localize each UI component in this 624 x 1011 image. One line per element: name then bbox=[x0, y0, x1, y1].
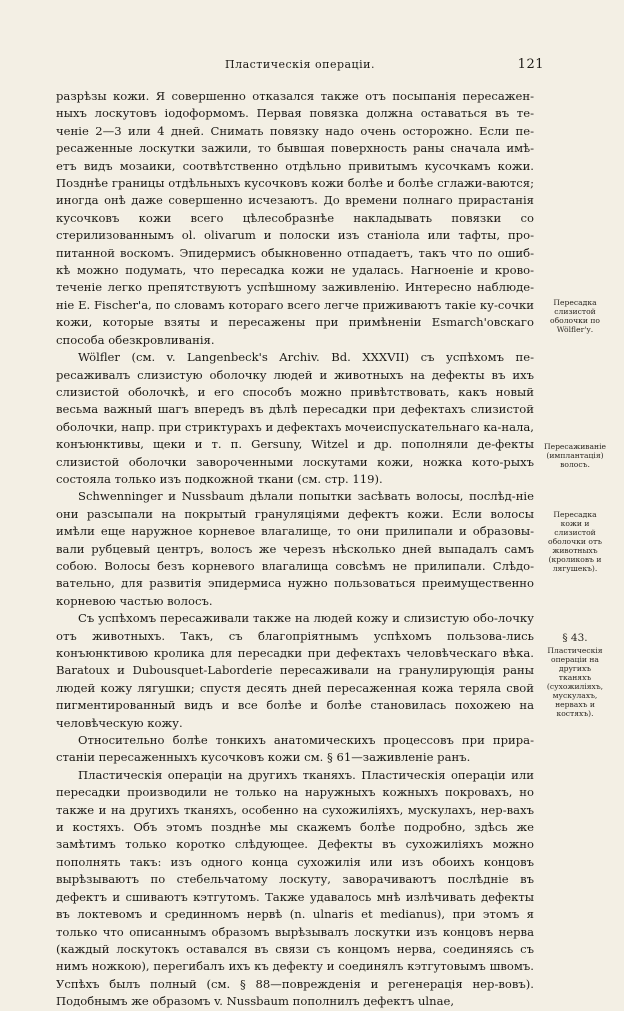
section-number: § 43. bbox=[562, 632, 588, 644]
margin-note-text: Пластическія операціи на другихъ тканяхъ (сухожиліяхъ, мускулахъ, нервахъ и костяхъ). bbox=[546, 646, 604, 718]
header-title: Пластическія операціи. bbox=[225, 58, 375, 71]
margin-note-text: Пересадка кожи и слизистой оболочки отъ животныхъ (кроликовъ и лягушекъ). bbox=[548, 510, 602, 573]
margin-note bbox=[542, 510, 608, 573]
paragraph: Schwenninger и Nussbaum дѣлали попытки засѣвать волосы, послѣд-ніе они разсыпали на покрытый грануляціями дефектъ кожи. Если волосы имѣли еще наружное корневое влагалище, то они прилипали и образовы-вали рубцевый центръ, волосъ же черезъ нѣсколько дней выпадалъ самъ собою. Волосы безъ корневого влагалища совсѣмъ не прилипали. Слѣдо-вательно, для развитія эпидермиса нужно пользоваться преимущественно корневою частью волосъ. bbox=[56, 489, 534, 608]
margin-note bbox=[542, 632, 608, 718]
margin-note bbox=[542, 442, 608, 469]
margin-note bbox=[542, 298, 608, 334]
margin-note-text: Пересадка слизистой оболочки по Wölfler'у. bbox=[550, 298, 600, 334]
page-number: 121 bbox=[517, 57, 544, 72]
paragraph: разрѣзы кожи. Я совершенно отказался также отъ посыпанія пересажен-ныхъ лоскутовъ іодоформомъ. Первая повязка должна оставаться въ те-ченіе 2—3 или 4 дней. Снимать повязку надо очень осторожно. Если пе-ресаженные лоскутки зажили, то бывшая поверхность раны сначала имѣ-етъ видъ мозаики, соотвѣтственно отдѣльно привитымъ кусочкамъ кожи. Позднѣе границы отдѣльныхъ кусочковъ кожи болѣе и болѣе сглажи-ваются; иногда онѣ даже совершенно исчезаютъ. До времени полнаго прирастанія кусочковъ кожи всего цѣлесобразнѣе накладывать повязки со стерилизованнымъ ol. olivarum и полоски изъ станіола или тафты, про-питанной воскомъ. Эпидермисъ обыкновенно отпадаетъ, такъ что по ошиб-кѣ можно подумать, что пересадка кожи не удалась. Нагноеніе и крово-теченіе легко препятствуютъ успѣшному заживленію. Интересно наблюде-ніе E. Fischer'а, по словамъ котораго всего легче приживаютъ такіе ку-сочки кожи, которые взяты и пересажены при примѣненіи Esmarch'овскаго способа обезкровливанія. bbox=[56, 89, 534, 347]
paragraph: Wölfler (см. v. Langenbeck's Archiv. Bd. XXXVII) съ успѣхомъ пе-ресаживалъ слизистую оболочку людей и животныхъ на дефекты въ ихъ слизистой оболочкѣ, и его способъ можно привѣтствовать, какъ новый весьма важный шагъ впередъ въ дѣлѣ пересадки при дефектахъ слизистой оболочки, напр. при стриктурахъ и дефектахъ мочеиспускательнаго ка-нала, конъюнктивы, щеки и т. п. Gersuny, Witzel и др. пополняли де-фекты слизистой оболочки завороченными лоскутами кожи, ножка кото-рыхъ состояла только изъ подкожной ткани (см. стр. 119). bbox=[56, 350, 534, 486]
paragraph: Пластическія операціи на другихъ тканяхъ. Пластическія операціи или пересадки производили не только на наружныхъ кожныхъ покровахъ, но также и на другихъ тканяхъ, особенно на сухожиліяхъ, мускулахъ, нер-вахъ и костяхъ. Объ этомъ позднѣе мы скажемъ болѣе подробно, здѣсь же замѣтимъ только коротко слѣдующее. Дефекты въ сухожиліяхъ можно пополнять такъ: изъ одного конца сухожилія или изъ обоихъ концовъ вырѣзываютъ по стебельчатому лоскуту, заворачиваютъ послѣдніе въ дефектъ и сшиваютъ кэтгутомъ. Также удавалось мнѣ излѣчивать дефекты въ локтевомъ и срединномъ нервѣ (n. ulnaris et medianus), при этомъ я только что описаннымъ образомъ вырѣзывалъ лоскутки изъ концовъ нерва (каждый лоскутокъ оставался въ связи съ концомъ нерва, соединяясь съ нимъ ножкою), перегибалъ ихъ къ дефекту и соединялъ кэтгутовымъ швомъ. Успѣхъ былъ полный (см. § 88—поврежденія и регенерація нер-вовъ). Подобнымъ же образомъ v. Nussbaum пополнилъ дефектъ ulnae, bbox=[56, 767, 534, 1009]
running-header bbox=[56, 58, 544, 74]
paragraph: Съ успѣхомъ пересаживали также на людей кожу и слизистую обо-лочку отъ животныхъ. Такъ, съ благопріятнымъ успѣхомъ пользова-лись конъюнктивою кролика для пересадки при дефектахъ человѣческаго вѣка. Baratoux и Dubousquet-Laborderie пересаживали на гранулирующія раны людей кожу лягушки; спустя десять дней пересаженная кожа теряла свой пигментированный видъ и все болѣе и болѣе становилась похожею на человѣческую кожу. bbox=[56, 611, 534, 730]
main-text bbox=[56, 88, 534, 1011]
paragraph: Относительно болѣе тонкихъ анатомическихъ процессовъ при прира-станіи пересаженныхъ кусочковъ кожи см. § 61—заживленіе ранъ. bbox=[56, 733, 534, 765]
margin-note-text: Пересаживаніе (имплантація) волосъ. bbox=[543, 442, 607, 469]
